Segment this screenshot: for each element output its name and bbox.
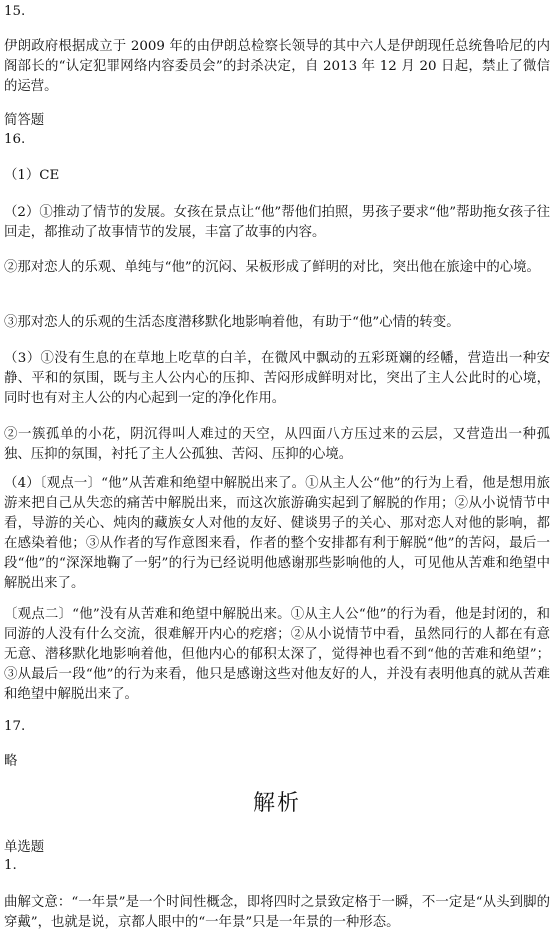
question-16-part-2-point-3: ③那对恋人的乐观的生活态度潜移默化地影响着他，有助于“他”心情的转变。 <box>4 315 460 330</box>
section-single-choice: 单选题 <box>4 840 45 855</box>
question-16-part-4-view-1: （4）〔观点一〕“他”从苦难和绝望中解脱出来了。①从主人公“他”的行为上看，他是想用旅游来把自己从失恋的痛苦中解脱出来，而这次旅游确实起到了解脱的作用；②从小说情节中看，导游的关心、炖肉的藏族女人对他的友好、健谈男子的关心、那对恋人对他的影响，都在感染着他；③从作者的写作意图来看，作者的整个安排都有利于解脱“他”的苦闷，最后一段“他”的“深深地鞠了一躬”的行为已经说明他感谢那些影响他的人，可见他从苦难和绝望中解脱出来了。 <box>4 476 550 591</box>
analysis-1-text: 曲解文意：“一年景”是一个时间性概念，即将四时之景致定格于一瞬，不一定是“从头到脚的穿戴”，也就是说，京都人眼中的“一年景”只是一年景的一种形态。 <box>4 895 550 930</box>
analysis-heading: 解析 <box>252 791 301 816</box>
question-16-part-2: （2）①推动了情节的发展。女孩在景点让“他”帮他们拍照，男孩子要求“他”帮助拖女孩子往回走，都推动了故事情节的发展，丰富了故事的内容。 <box>4 205 550 240</box>
question-15-number: 15. <box>4 4 26 19</box>
question-16-part-4-view-2: 〔观点二〕“他”没有从苦难和绝望中解脱出来。①从主人公“他”的行为看，他是封闭的，和同游的人没有什么交流，很难解开内心的疙瘩；②从小说情节中看，虽然同行的人都在有意无意、潜移默化地影响着他，但他内心的郁积太深了，觉得神也看不到“他的苦难和绝望”； ③从最后一段“他”的行为来看，他只是感谢这些对他友好的人，并没有表明他真的就从苦难和绝望中解脱出来了。 <box>4 607 550 702</box>
question-16-part-3: （3）①没有生息的在草地上吃草的白羊，在微风中飘动的五彩斑斓的经幡，营造出一种安静、平和的氛围，既与主人公内心的压抑、苦闷形成鲜明对比，突出了主人公此时的心境，同时也有对主人公的内心起到一定的净化作用。 <box>4 351 550 406</box>
analysis-1-number: 1. <box>4 858 17 873</box>
question-17-number: 17. <box>4 719 26 734</box>
question-16-part-3-point-2: ②一簇孤单的小花，阴沉得叫人难过的天空，从四面八方压过来的云层，又营造出一种孤独、压抑的氛围，衬托了主人公孤独、苦闷、压抑的心境。 <box>4 427 550 462</box>
question-16-part-1: （1）CE <box>4 168 60 183</box>
question-17-answer: 略 <box>4 754 18 769</box>
question-15-answer: 伊朗政府根据成立于 2009 年的由伊朗总检察长领导的其中六人是伊朗现任总统鲁哈尼的内阁部长的“认定犯罪网络内容委员会”的封杀决定，自 2013 年 12 月 20 日起，禁止了微信的运营。 <box>4 39 550 94</box>
question-16-number: 16. <box>4 132 26 147</box>
question-16-part-2-point-2: ②那对恋人的乐观、单纯与“他”的沉闷、呆板形成了鲜明的对比，突出他在旅途中的心境。 <box>4 260 540 275</box>
section-short-answer: 简答题 <box>4 113 45 128</box>
